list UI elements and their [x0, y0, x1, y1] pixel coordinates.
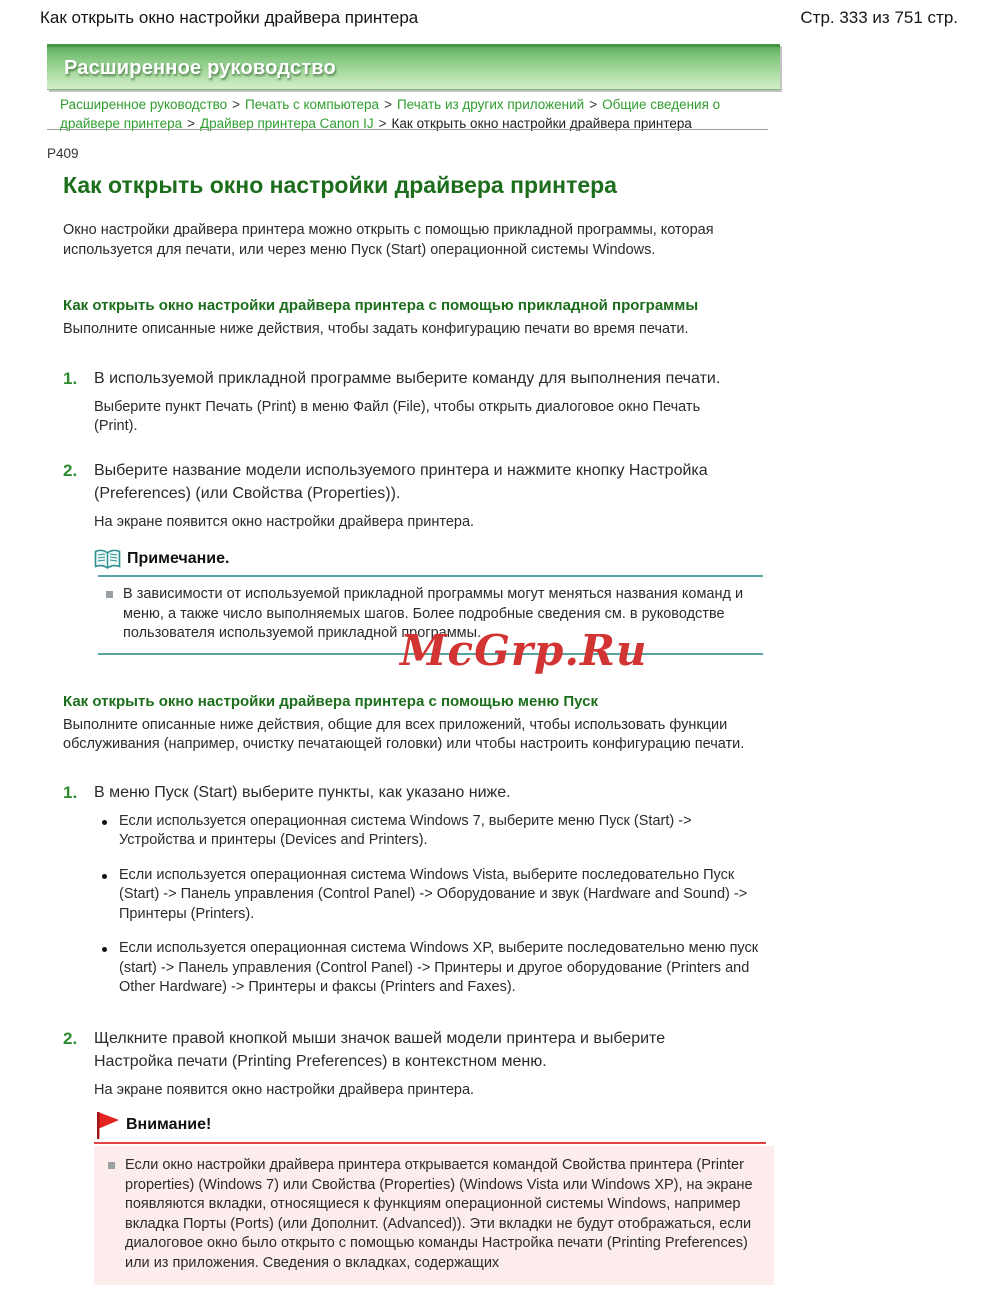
note-title: Примечание. [127, 550, 230, 567]
site-watermark: McGrp.Ru [400, 626, 648, 675]
section1-lead: Выполните описанные ниже действия, чтобы задать конфигурацию печати во время печати. [63, 321, 689, 337]
step-detail: На экране появится окно настройки драйвера принтера. [94, 1081, 475, 1098]
breadcrumb-divider [47, 129, 768, 130]
list-item [63, 781, 775, 1013]
breadcrumb-separator: > [232, 97, 241, 112]
red-flag-icon [94, 1111, 120, 1139]
breadcrumb-separator: > [378, 116, 387, 131]
page-counter: Стр. 333 из 751 стр. [800, 8, 958, 27]
disc-bullet-icon [102, 820, 107, 825]
list-item [63, 459, 775, 655]
running-header-title: Как открыть окно настройки драйвера принтера [40, 8, 419, 27]
warning-title: Внимание! [126, 1116, 212, 1133]
warning-box [94, 1146, 774, 1285]
guide-banner-label: Расширенное руководство [64, 57, 336, 79]
article [63, 170, 775, 1285]
warning-item [106, 1156, 760, 1273]
list-item [94, 939, 775, 998]
bullet-text-windows7: Если используется операционная система Windows 7, выберите меню Пуск (Start) -> Устройства и принтеры (Devices and Printers). [119, 812, 692, 848]
step-number: 1. [63, 368, 78, 388]
step-text: В меню Пуск (Start) выберите пункты, как указано ниже. [94, 783, 511, 801]
section-heading-open-from-application: Как открыть окно настройки драйвера принтера с помощью прикладной программы [63, 297, 699, 314]
step-number: 1. [63, 782, 78, 802]
breadcrumb-link-printing-from-computer[interactable]: Печать с компьютера [245, 97, 380, 112]
square-bullet-icon [108, 1162, 115, 1169]
step-text: Щелкните правой кнопкой мыши значок вашей модели принтера и выберите Настройка печати (Printing Preferences) в контекстном меню. [94, 1029, 666, 1070]
list-item [63, 367, 775, 437]
list-item [94, 866, 775, 925]
step-number: 2. [63, 1028, 78, 1048]
note-top-rule [98, 575, 763, 577]
note-bottom-rule [98, 653, 763, 655]
list-item [63, 1027, 775, 1286]
warning-callout [94, 1112, 774, 1285]
breadcrumb-current: Как открыть окно настройки драйвера принтера [391, 116, 692, 131]
list-item [94, 812, 775, 851]
os-options-list [94, 812, 775, 998]
square-bullet-icon [106, 591, 113, 598]
step-detail: На экране появится окно настройки драйвера принтера. [94, 513, 475, 530]
warning-rule [94, 1142, 766, 1144]
note-item [104, 585, 774, 644]
guide-banner [47, 44, 780, 90]
step-number: 2. [63, 460, 78, 480]
note-item-text: В зависимости от используемой прикладной программы могут меняться названия команд и меню, а также число выполняемых шагов. Более подробные сведения см. в руководстве пользователя используемой прикладной программы. [123, 586, 744, 641]
breadcrumb-separator: > [384, 97, 392, 112]
breadcrumb-link-canon-ij-driver[interactable]: Драйвер принтера Canon IJ [200, 116, 374, 131]
breadcrumb [60, 95, 760, 133]
breadcrumb-separator: > [187, 116, 195, 131]
note-callout [94, 546, 774, 655]
intro-paragraph: Окно настройки драйвера принтера можно открыть с помощью прикладной программы, которая используется для печати, или через меню Пуск (Start) операционной системы Windows. [63, 222, 714, 258]
bullet-text-windows-vista: Если используется операционная система Windows Vista, выберите последовательно Пуск (Start) -> Панель управления (Control Panel) -> Оборудование и звук (Hardware and Sound) -> Принтеры (Printers). [119, 866, 748, 922]
breadcrumb-separator: > [589, 97, 598, 112]
disc-bullet-icon [102, 947, 107, 952]
step-detail: Выберите пункт Печать (Print) в меню Файл (File), чтобы открыть диалоговое окно Печать (Print). [94, 398, 701, 434]
running-header [40, 8, 958, 28]
disc-bullet-icon [102, 874, 107, 879]
document-id: P409 [47, 146, 79, 161]
bullet-text-windows-xp: Если используется операционная система Windows XP, выберите последовательно меню пуск (start) -> Панель управления (Control Panel) -> Принтеры и другое оборудование (Printers and Other Hardware) -> Принтеры и факсы (Printers and Faxes). [119, 940, 759, 995]
step-text: Выберите название модели используемого принтера и нажмите кнопку Настройка (Preferences) (или Свойства (Properties)). [94, 461, 708, 502]
breadcrumb-link-printing-other-apps[interactable]: Печать из других приложений [396, 97, 585, 112]
step-text: В используемой прикладной программе выберите команду для выполнения печати. [94, 369, 721, 387]
warning-item-text: Если окно настройки драйвера принтера открывается командой Свойства принтера (Printer properties) (Windows 7) или Свойства (Properties) (Windows Vista или Windows XP), на экране появляются вкладки, относящиеся к функциям операционной системы Windows, например вкладка Порты (Ports) (или Дополнит. (Advanced)). Эти вкладки не будут отображаться, если диалоговое окно было открыто с помощью команды Настройка печати (Printing Preferences) или из приложения. Сведения о вкладках, содержащих [125, 1157, 753, 1271]
section-heading-open-from-start-menu: Как открыть окно настройки драйвера принтера с помощью меню Пуск [63, 692, 598, 710]
breadcrumb-link-driver-overview[interactable]: Общие сведения о драйвере принтера [60, 97, 721, 131]
section2-lead: Выполните описанные ниже действия, общие для всех приложений, чтобы использовать функции обслуживания (например, очистку печатающей головки) или чтобы настроить конфигурацию печати. [63, 716, 745, 752]
open-book-icon [94, 549, 121, 570]
page-title: Как открыть окно настройки драйвера принтера [63, 172, 617, 198]
breadcrumb-link-advanced-guide[interactable]: Расширенное руководство [60, 97, 228, 112]
